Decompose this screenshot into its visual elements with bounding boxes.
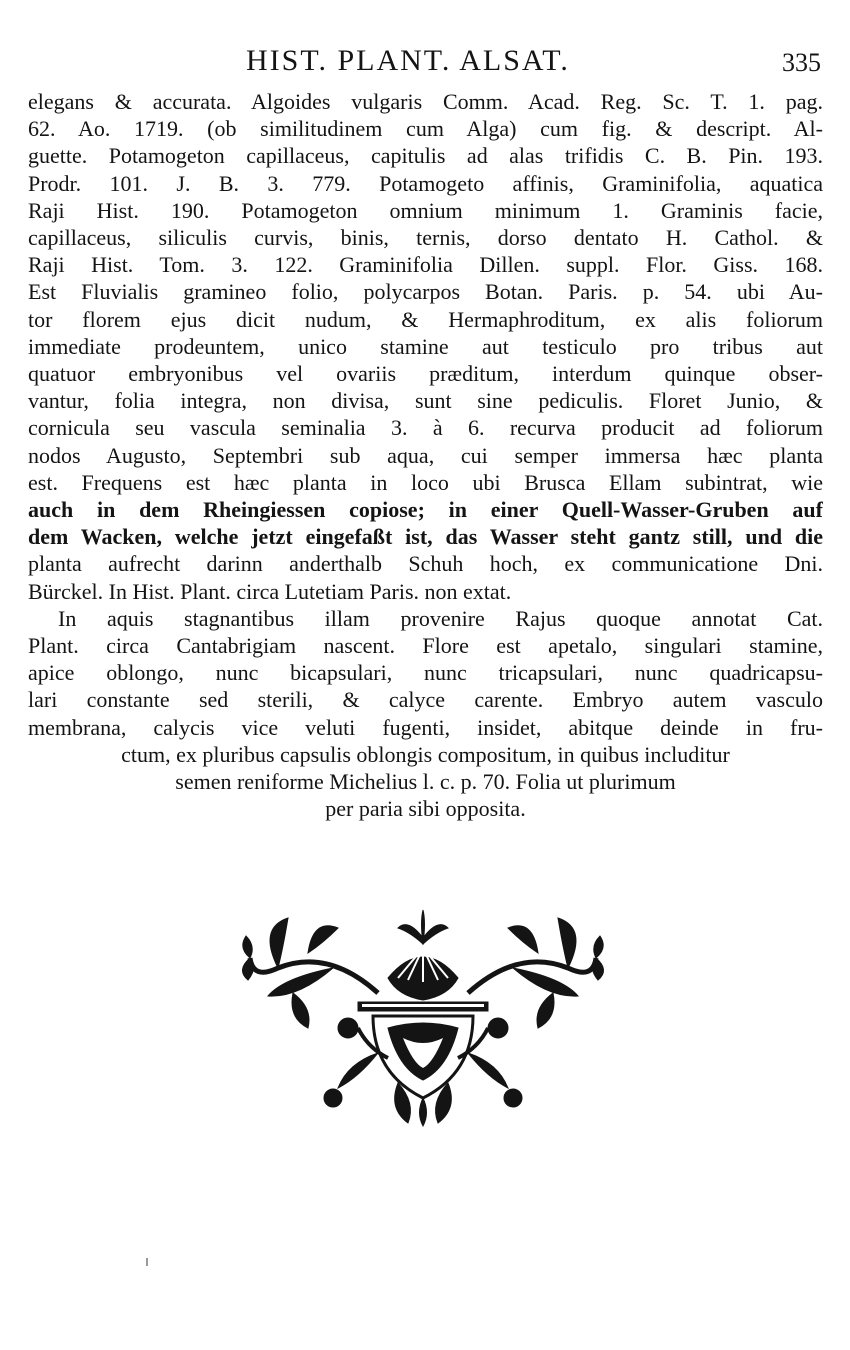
text-line: nodos Augusto, Septembri sub aqua, cui semper immersa hæc planta [28, 442, 823, 468]
text-line: capillaceus, siliculis curvis, binis, ternis, dorso dentato H. Cathol. & [28, 225, 823, 251]
text-line: Raji Hist. Tom. 3. 122. Graminifolia Dillen. suppl. Flor. Giss. 168. [28, 252, 823, 278]
text-line: semen reniforme Michelius l. c. p. 70. Folia ut plurimum [175, 769, 676, 795]
text-line: Raji Hist. 190. Potamogeton omnium minimum 1. Graminis facie, [28, 197, 823, 223]
text-line: immediate prodeuntem, unico stamine aut testiculo pro tribus aut [28, 333, 823, 359]
text-line: guette. Potamogeton capillaceus, capitulis ad alas trifidis C. B. Pin. 193. [28, 143, 823, 169]
page-header [28, 44, 823, 84]
text-line: vantur, folia integra, non divisa, sunt sine pediculis. Floret Junio, & [28, 388, 823, 414]
text-line: In aquis stagnantibus illam provenire Rajus quoque annotat Cat. [58, 605, 823, 631]
text-line: apice oblongo, nunc bicapsulari, nunc tricapsulari, nunc quadricapsu- [28, 660, 823, 686]
text-line: tor florem ejus dicit nudum, & Hermaphroditum, ex alis foliorum [28, 306, 823, 332]
text-line: lari constante sed sterili, & calyce carente. Embryo autem vasculo [28, 687, 823, 713]
text-line: 62. Ao. 1719. (ob similitudinem cum Alga) cum fig. & descript. Al- [28, 116, 823, 142]
text-line: Plant. circa Cantabrigiam nascent. Flore est apetalo, singulari stamine, [28, 633, 823, 659]
running-title: HIST. PLANT. ALSAT. [246, 44, 570, 77]
text-line: ctum, ex pluribus capsulis oblongis compositum, in quibus includitur [121, 741, 730, 767]
text-line: elegans & accurata. Algoides vulgaris Comm. Acad. Reg. Sc. T. 1. pag. [28, 89, 823, 114]
print-speck [146, 1258, 148, 1266]
paragraph-1 [28, 88, 823, 605]
text-line: Est Fluvialis gramineo folio, polycarpos Botan. Paris. p. 54. ubi Au- [28, 279, 823, 305]
fraktur-text-line: dem Wacken, welche jetzt eingefaßt ist, das Wasser steht gantz still, und die [28, 524, 823, 550]
floral-ornament-icon [238, 908, 608, 1128]
text-line: cornicula seu vascula seminalia 3. à 6. recurva producit ad foliorum [28, 415, 823, 441]
text-line: Bürckel. In Hist. Plant. circa Lutetiam Paris. non extat. [28, 578, 512, 604]
body-text [28, 88, 823, 822]
text-line: membrana, calycis vice veluti fugenti, insidet, abitque deinde in fru- [28, 714, 823, 740]
text-line: per paria sibi opposita. [325, 796, 526, 822]
fraktur-text-line: auch in dem Rheingiessen copiose; in einer Quell-Wasser-Gruben auf [28, 497, 823, 523]
text-line: quatuor embryonibus vel ovariis præditum, interdum quinque obser- [28, 361, 823, 387]
paragraph-2 [28, 605, 823, 823]
text-line: est. Frequens est hæc planta in loco ubi Brusca Ellam subintrat, wie [28, 469, 823, 495]
text-line: planta aufrecht darinn anderthalb Schuh hoch, ex communicatione Dni. [28, 551, 823, 577]
page-number: 335 [782, 48, 821, 77]
text-line: Prodr. 101. J. B. 3. 779. Potamogeto affinis, Graminifolia, aquatica [28, 170, 823, 196]
